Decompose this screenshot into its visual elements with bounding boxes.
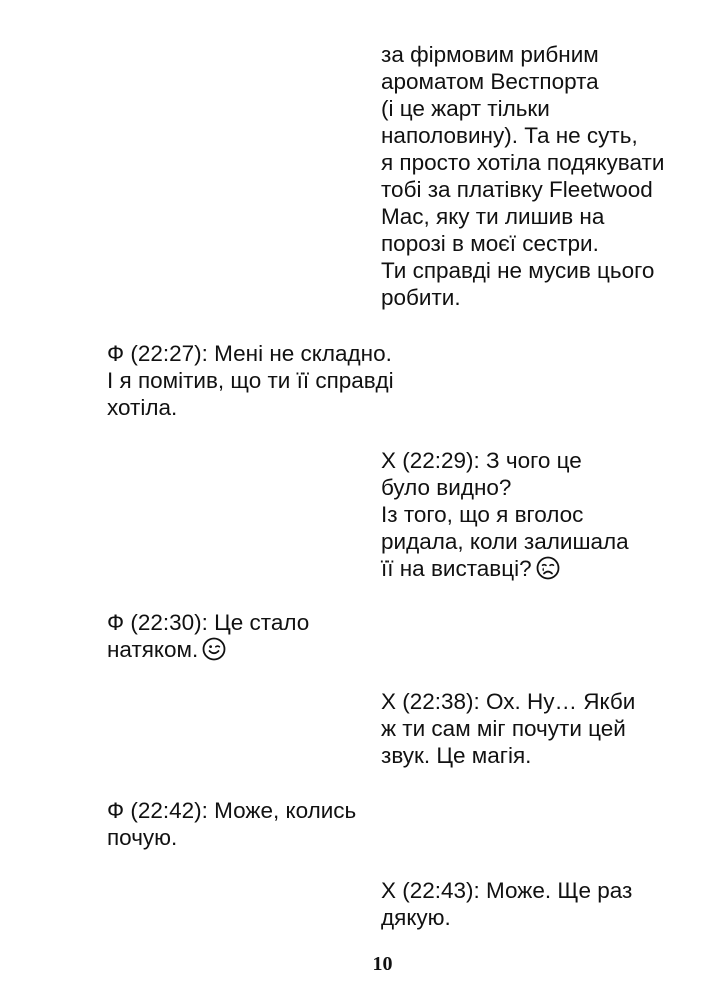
message-line: натяком.	[107, 637, 199, 662]
message-line: хотіла.	[107, 395, 178, 420]
message-line-with-emoji	[107, 636, 309, 663]
message-line: тобі за платівку Fleetwood	[381, 177, 653, 202]
message-continuation-right	[381, 41, 664, 311]
message-line: Ф (22:42): Може, колись	[107, 798, 357, 823]
message-f-2230	[107, 609, 309, 663]
message-line: Із того, що я вголос	[381, 502, 584, 527]
message-line: І я помітив, що ти її справді	[107, 368, 394, 393]
message-line: Х (22:43): Може. Ще раз	[381, 878, 633, 903]
message-line: Х (22:29): З чого це	[381, 448, 582, 473]
message-line: ж ти сам міг почути цей	[381, 716, 626, 741]
message-line-with-emoji	[381, 555, 629, 582]
message-x-2238	[381, 688, 635, 769]
message-f-2227	[107, 340, 394, 421]
message-line: робити.	[381, 285, 461, 310]
crying-face-icon	[536, 556, 560, 580]
message-line: ароматом Вестпорта	[381, 69, 599, 94]
message-line: (і це жарт тільки	[381, 96, 550, 121]
message-line: Ф (22:27): Мені не складно.	[107, 341, 392, 366]
message-line: за фірмовим рибним	[381, 42, 599, 67]
message-x-2243	[381, 877, 632, 931]
message-line: звук. Це магія.	[381, 743, 532, 768]
page-number: 10	[372, 953, 393, 975]
message-f-2242	[107, 797, 356, 851]
message-line: Х (22:38): Ох. Ну… Якби	[381, 689, 636, 714]
message-line: її на виставці?	[381, 556, 532, 581]
message-line: було видно?	[381, 475, 512, 500]
message-line: почую.	[107, 825, 178, 850]
message-line: Ф (22:30): Це стало	[107, 610, 310, 635]
message-line: Ти справді не мусив цього	[381, 258, 655, 283]
winking-face-icon	[202, 637, 226, 661]
message-line: дякую.	[381, 905, 451, 930]
message-line: я просто хотіла подякувати	[381, 150, 665, 175]
message-line: Mac, яку ти лишив на	[381, 204, 605, 229]
message-x-2229	[381, 447, 629, 582]
message-line: порозі в моєї сестри.	[381, 231, 599, 256]
message-line: ридала, коли залишала	[381, 529, 629, 554]
message-line: наполовину). Та не суть,	[381, 123, 638, 148]
